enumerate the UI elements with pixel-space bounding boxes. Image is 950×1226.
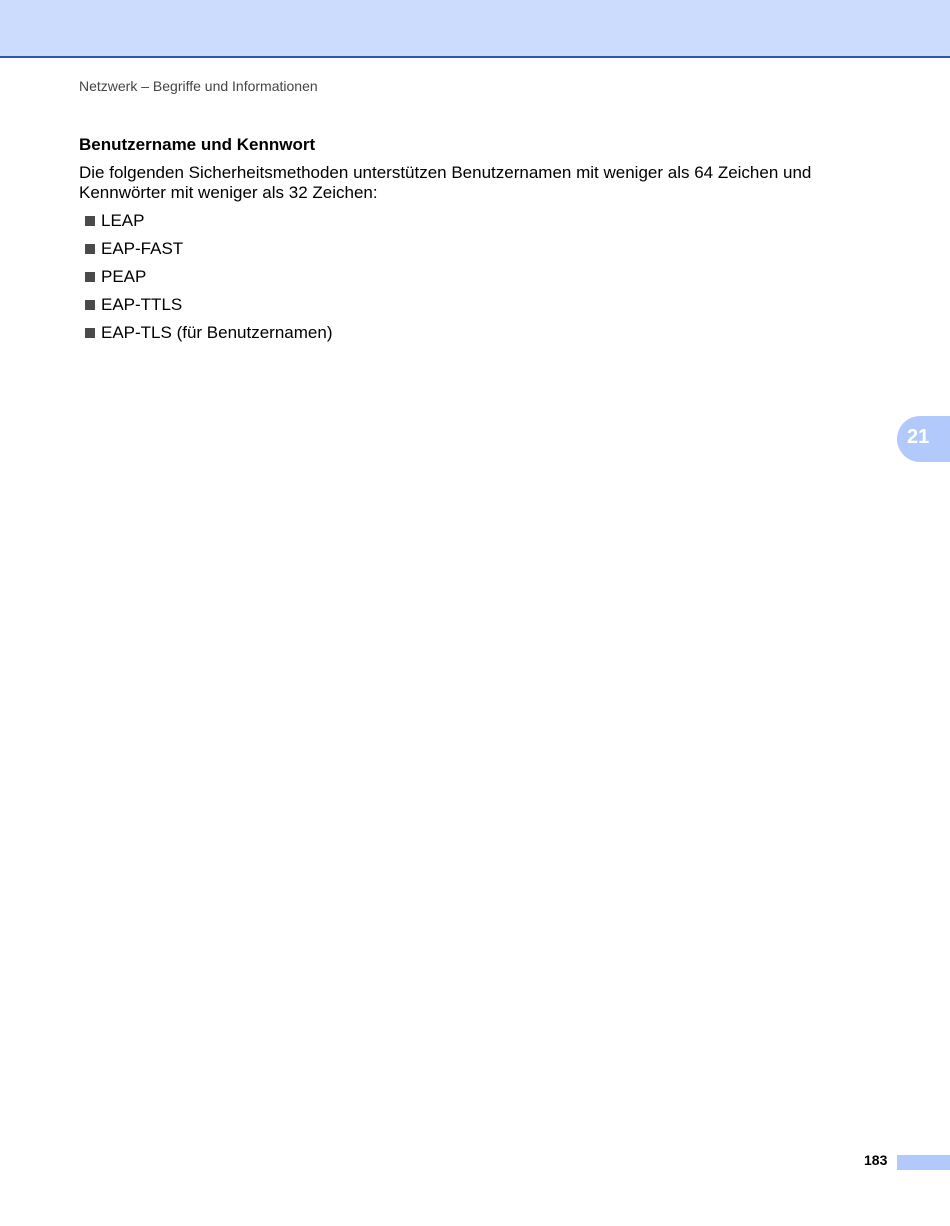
bullet-square-icon (85, 300, 95, 310)
running-header: Netzwerk – Begriffe und Informationen (79, 78, 318, 94)
bullet-square-icon (85, 216, 95, 226)
page-number: 183 (864, 1152, 888, 1168)
bullet-square-icon (85, 272, 95, 282)
list-item-label: LEAP (101, 211, 145, 230)
list-item-label: EAP-FAST (101, 239, 184, 258)
list-item-eap-fast (85, 239, 332, 267)
bullet-square-icon (85, 328, 95, 338)
list-item-label: EAP-TLS (für Benutzernamen) (101, 323, 333, 342)
list-item-peap (85, 267, 332, 295)
intro-line-2: Kennwörter mit weniger als 32 Zeichen: (79, 183, 378, 202)
list-item-eap-tls (85, 323, 332, 351)
chapter-number: 21 (907, 426, 930, 448)
page-number-tab (897, 1155, 950, 1170)
list-item-eap-ttls (85, 295, 332, 323)
intro-line-1: Die folgenden Sicherheitsmethoden unterstützen Benutzernamen mit weniger als 64 Zeichen und (79, 163, 812, 182)
intro-paragraph (79, 163, 869, 203)
list-item-label: EAP-TTLS (101, 295, 183, 314)
section-title: Benutzername und Kennwort (79, 135, 316, 154)
list-item-leap (85, 211, 332, 239)
list-item-label: PEAP (101, 267, 147, 286)
header-band (0, 0, 950, 58)
bullet-square-icon (85, 244, 95, 254)
security-methods-list (85, 211, 332, 351)
